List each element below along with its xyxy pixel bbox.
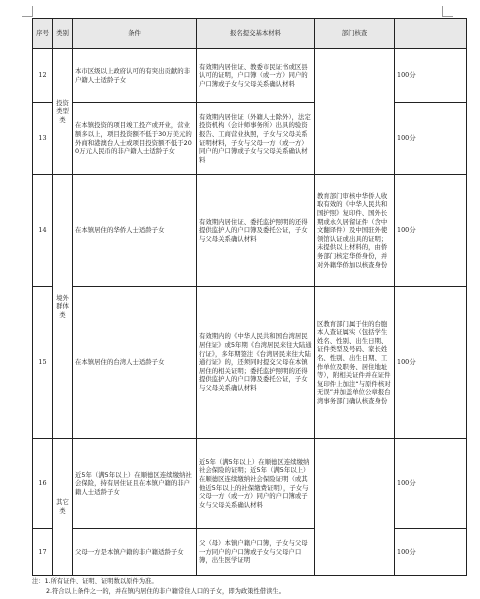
table-row: [33, 529, 467, 576]
row-materials: 有效期内居住证、教委市民证书或区县认可的证明，户口簿（或一方）同户的户口簿或子女与父母关系确认材料: [197, 49, 315, 103]
policy-table: [32, 18, 467, 576]
header-category: 类别: [53, 19, 73, 49]
row-dept: [315, 439, 395, 576]
table-row: [33, 439, 467, 529]
row-materials: 有效期内的《中华人民共和国台湾居民居住证》或5年期《台湾居民来往大陆通行证》，多年期签注《台湾居民来往大陆通行证》的，还须同时提交父母在本镇居住的相关证明；委托监护照明的还得提供监护人的户口簿及委托公证，子女与父母关系确认材料: [197, 287, 315, 439]
row-num: 13: [33, 103, 53, 175]
crop-mark-top-right: [442, 6, 453, 17]
row-condition: 在本镇居住的华侨人士适龄子女: [73, 175, 197, 287]
header-condition: 条件: [73, 19, 197, 49]
row-materials: 有效期内居住证、委托监护照明的还得提供监护人的户口簿及委托公证，子女与父母关系确认材料: [197, 175, 315, 287]
row-materials: 有效期内居住证（外籍人士除外），法定投资机构（会计师事务所）出具的验资报告、工商营业执照，子女与父母关系证明材料，子女与父母一方（或一方）同户的户口簿或子女与父母关系确认材料: [197, 103, 315, 175]
crop-mark-top-left: [22, 6, 33, 17]
row-materials: 近5年（满5年以上）在顺德区连续缴纳社会保险的证明；近5年（满5年以上）在顺德区连续缴纳社会保险证明（或其他近5年以上的社保缴费证明），子女与父母一方（或一方）同户的户口簿或子女与父母关系确认材料: [197, 439, 315, 529]
row-fee: 100分: [395, 175, 467, 287]
row-materials: 父（母）本镇户籍户口簿，子女与父母一方同户的户口簿或子女与父母户口簿，出生医学证明: [197, 529, 315, 576]
header-seq: 序号: [33, 19, 53, 49]
row-dept: 教育部门审核中华侨人收取有效的《中华人民共和国护照》复印件、国外长期或永久居留证件（含中文翻译件）及中国驻外使领馆认证或出具的证明；未提供以上材料的，由侨务部门核定华侨身份，并对外籍华侨加以核查身份: [315, 175, 395, 287]
table-notes: [32, 577, 472, 596]
row-num: 15: [33, 287, 53, 439]
row-fee: 100分: [395, 103, 467, 175]
row-condition: 在本镇居住的台湾人士适龄子女: [73, 287, 197, 439]
row-category: 投资类型类: [53, 49, 73, 175]
row-fee: 100分: [395, 287, 467, 439]
row-num: 17: [33, 529, 53, 576]
row-num: 14: [33, 175, 53, 287]
row-num: 12: [33, 49, 53, 103]
row-category: 境外群体类: [53, 175, 73, 439]
row-fee: 100分: [395, 439, 467, 529]
table-header-row: [33, 19, 467, 49]
table-row: [33, 175, 467, 287]
row-category: 其它类: [53, 439, 73, 576]
note-line-1: 注：1.所有证件、证明、证明数以原件为准。: [32, 578, 158, 585]
header-fee: [395, 19, 467, 49]
header-materials: 报名提交基本材料: [197, 19, 315, 49]
header-dept: 部门核查: [315, 19, 395, 49]
note-line-2: 2.符合以上条件之一的，并在镇内居住的非户籍常住人口的子女，即为政策性借读生。: [46, 587, 285, 595]
row-condition: 本市区级以上政府认可的有突出贡献的非户籍人士适龄子女: [73, 49, 197, 103]
table-row: [33, 49, 467, 103]
row-dept: 区教育部门属于住的台胞本人查证属实（包括学生姓名、性别、出生日期、证件类型及号码、家长姓名、性别、出生日期、工作单位及职务、居住地址等），附相关证件并在证件复印件上加注“与原件核对无误”并加盖单位公章报台湾事务部门确认核查身份: [315, 287, 395, 439]
row-condition: 父母一方是本镇户籍的非户籍适龄子女: [73, 529, 197, 576]
row-fee: 100分: [395, 49, 467, 103]
row-condition: 近5年（满5年以上）在顺德区连续缴纳社会保险，持有居住证且在本镇户籍的非户籍人士适龄子女: [73, 439, 197, 529]
row-num: 16: [33, 439, 53, 529]
table-row: [33, 103, 467, 175]
row-dept: [315, 49, 395, 175]
table-row: [33, 287, 467, 439]
row-condition: 在本镇投资的项目竣工投产或开业，营业额多以上，项目投资额不低于30万美元的外商和港澳台人士或项目投资额不低于200万元人民币的非户籍人士适龄子女: [73, 103, 197, 175]
row-fee: 100分: [395, 529, 467, 576]
